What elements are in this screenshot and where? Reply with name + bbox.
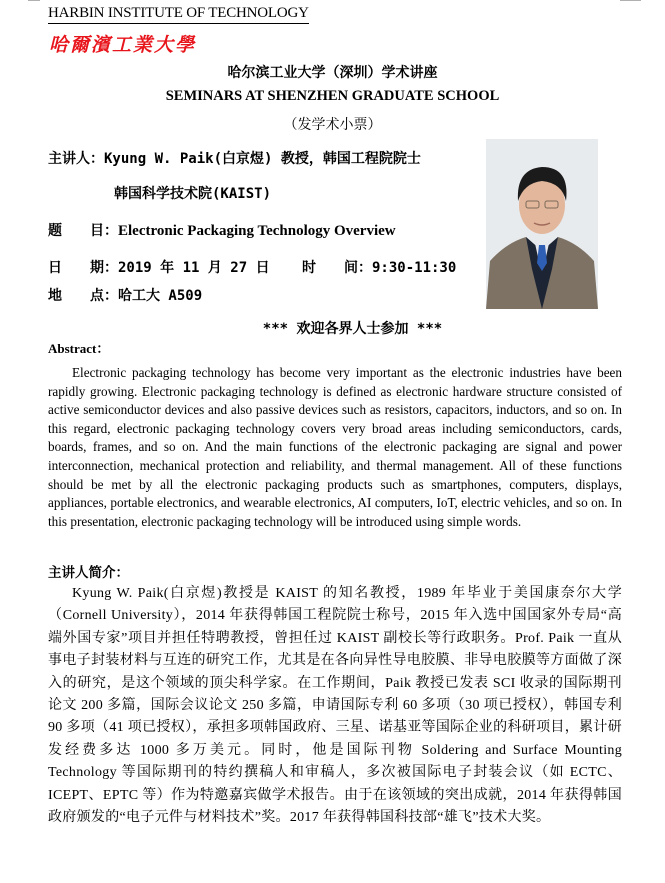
time-row <box>302 257 456 277</box>
place-value: 哈工大 A509 <box>118 288 203 304</box>
topic-value: Electronic Packaging Technology Overview <box>118 223 396 239</box>
speaker-row <box>48 148 421 168</box>
speaker-label: 主讲人： <box>48 151 104 167</box>
place-label: 地 点： <box>48 288 118 304</box>
topic-label: 题 目： <box>48 223 118 239</box>
date-label: 日 期： <box>48 260 118 276</box>
bio-heading: 主讲人简介： <box>48 565 129 581</box>
time-label: 时 间： <box>302 260 372 276</box>
crop-mark-right <box>620 0 641 1</box>
date-row <box>48 257 270 277</box>
topic-row <box>48 220 396 240</box>
speaker-photo <box>486 139 598 309</box>
affiliation-row <box>114 183 271 203</box>
place-row <box>48 285 202 305</box>
time-value: 9:30-11:30 <box>372 260 457 276</box>
abstract-heading: Abstract： <box>48 341 110 356</box>
crop-mark-left <box>28 0 40 1</box>
speaker-value: Kyung W. Paik(白京煜) 教授，韩国工程院院士 <box>104 151 421 167</box>
abstract-text: Electronic packaging technology has become very important as the electronic industries have been rapidly growing. Electronic packaging technology is defined as electronic hardware structure consisted of active semiconductor devices and also passive devices such as resistors, capacitors, inductors, and so on. In this regard, electronic packaging technology covers very broad areas including semiconductors, cards, boards, frames, and so on. And the main functions of the electronic packaging are signal and power interconnection, mechanical protection and reliability, and thermal management. All of these functions should be met by all the electronic packaging products such as smartphones, computers, displays, appliances, portable electronics, and wearable electronics, AI computers, IoT, electric vehicles, and so on. In this presentation, electronic packaging technology will be introduced using simple words. <box>48 365 622 529</box>
affiliation-value: 韩国科学技术院(KAIST) <box>114 186 272 202</box>
institution-name-en: HARBIN INSTITUTE OF TECHNOLOGY <box>48 5 309 24</box>
institution-logo-cn: 哈爾濱工業大學 <box>49 34 197 56</box>
seminar-title-en: SEMINARS AT SHENZHEN GRADUATE SCHOOL <box>165 88 500 104</box>
date-value: 2019 年 11 月 27 日 <box>118 260 270 276</box>
ticket-note: （发学术小票） <box>283 117 382 133</box>
portrait-image <box>486 139 598 309</box>
seminar-title-cn: 哈尔滨工业大学（深圳）学术讲座 <box>227 65 438 81</box>
bio-text: Kyung W. Paik(白京煜)教授是 KAIST 的知名教授，1989 年毕业于美国康奈尔大学（Cornell University），2014 年获得韩国工程院院士称号，2015 年入选中国国家外专局“高端外国专家”项目并担任特聘教授，曾担任过 KAIST 副校长等行政职务。Prof. Paik 一直从事电子封装材料与互连的研究工作，尤其是在各向异性导电胶膜、非导电胶膜等方面做了深入的研究，是这个领域的顶尖科学家。在工作期间，Paik 教授已发表 SCI 收录的国际期刊论文 200 多篇，国际会议论文 250 多篇，申请国际专利 60 多项（30 项已授权），韩国专利 90 多项（41 项已授权），承担多项韩国政府、三星、诺基亚等国际企业的科研项目，累计研发经费多达 1000 多万美元。同时，他是国际刊物 Soldering and Surface Mounting Technology 等国际期刊的特约撰稿人和审稿人，多次被国际电子封装会议（如 ECTC、ICEPT、EPTC 等）作为特邀嘉宾做学术报告。由于在该领域的突出成就，2014 年获得韩国政府颁发的“电子元件与材料技术”奖。2017 年获得韩国科技部“雄飞”技术大奖。 <box>48 586 622 826</box>
welcome-banner: *** 欢迎各界人士参加 *** <box>262 321 443 337</box>
